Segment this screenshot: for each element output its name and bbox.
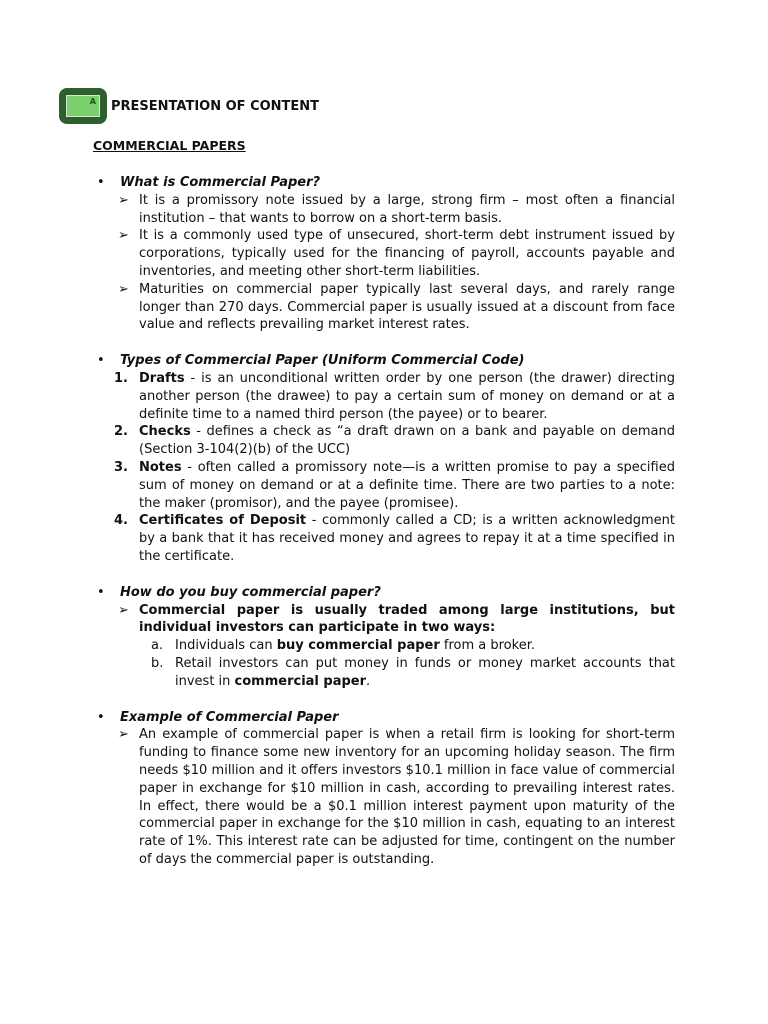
list-item: ➢ Maturities on commercial paper typically last several days, and rarely range longer than 270 days. Commercial paper is usually issued at a discount from face value and reflects prevailing market interest rates. <box>93 281 675 334</box>
arrow-bullet-icon: ➢ <box>118 727 129 743</box>
section-what-is <box>93 174 675 334</box>
list-item-drafts: 1. Drafts - is an unconditional written order by one person (the drawer) directing another person (the drawee) to pay a certain sum of money on demand or at a definite time to a named third person (the payee) or to bearer. <box>114 370 675 422</box>
list-item: ➢ It is a commonly used type of unsecured, short-term debt instrument issued by corporations, typically used for the financing of payroll, accounts payable and inventories, and meeting other short-term liabilities. <box>93 227 675 280</box>
bullet-icon: • <box>97 353 105 369</box>
sub-list-item: a. Individuals can buy commercial paper from a broker. <box>151 638 535 654</box>
arrow-bullet-icon: ➢ <box>118 192 129 208</box>
list-item-notes: 3. Notes - often called a promissory note—is a written promise to pay a specified sum of money on demand or at a definite time. There are two parties to a note: the maker (promisor), and the payee (promisee). <box>114 459 675 511</box>
list-item-certificates: 4. Certificates of Deposit - commonly called a CD; is a written acknowledgment by a bank that it has received money and agrees to repay it at a time specified in the certificate. <box>114 513 675 564</box>
section-heading: Example of Commercial Paper <box>120 709 339 725</box>
arrow-bullet-icon: ➢ <box>118 281 129 297</box>
bullet-icon: • <box>97 175 105 190</box>
section-heading: What is Commercial Paper? <box>120 175 321 190</box>
sub-list-item: b. Retail investors can put money in funds or money market accounts that invest in commercial paper. <box>151 655 675 689</box>
list-item: ➢ It is a promissory note issued by a large, strong firm – most often a financial institution – that wants to borrow on a short-term basis. <box>93 192 675 228</box>
section-how-to-buy <box>93 584 675 691</box>
document-header <box>59 88 319 124</box>
bullet-icon: • <box>97 709 105 725</box>
header-title: PRESENTATION OF CONTENT <box>111 98 320 114</box>
section-heading: Types of Commercial Paper (Uniform Commercial Code) <box>120 353 525 369</box>
document-body <box>93 174 675 887</box>
arrow-bullet-icon: ➢ <box>118 602 129 618</box>
section-types <box>93 352 675 566</box>
list-item: ➢ Commercial paper is usually traded among large institutions, but individual investors can participate in two ways: <box>93 602 675 638</box>
list-item: ➢ An example of commercial paper is when a retail firm is looking for short-term funding to finance some new inventory for an upcoming holiday season. The firm needs $10 million and it offers investors $10.1 million in face value of commercial paper in exchange for $10 million in cash, according to prevailing interest rates. In effect, there would be a $0.1 million interest payment upon maturity of the commercial paper in exchange for the $10 million in cash, equating to an interest rate of 1%. This interest rate can be adjusted for time, contingent on the number of days the commercial paper is outstanding. <box>93 726 675 868</box>
section-example <box>93 709 675 869</box>
section-title: COMMERCIAL PAPERS <box>93 138 246 153</box>
section-heading: How do you buy commercial paper? <box>120 584 381 600</box>
list-item-checks: 2. Checks - defines a check as “a draft drawn on a bank and payable on demand (Section 3-104(2)(b) of the UCC) <box>114 424 675 458</box>
bullet-icon: • <box>97 584 105 600</box>
arrow-bullet-icon: ➢ <box>118 228 129 244</box>
money-note-icon <box>59 88 107 124</box>
